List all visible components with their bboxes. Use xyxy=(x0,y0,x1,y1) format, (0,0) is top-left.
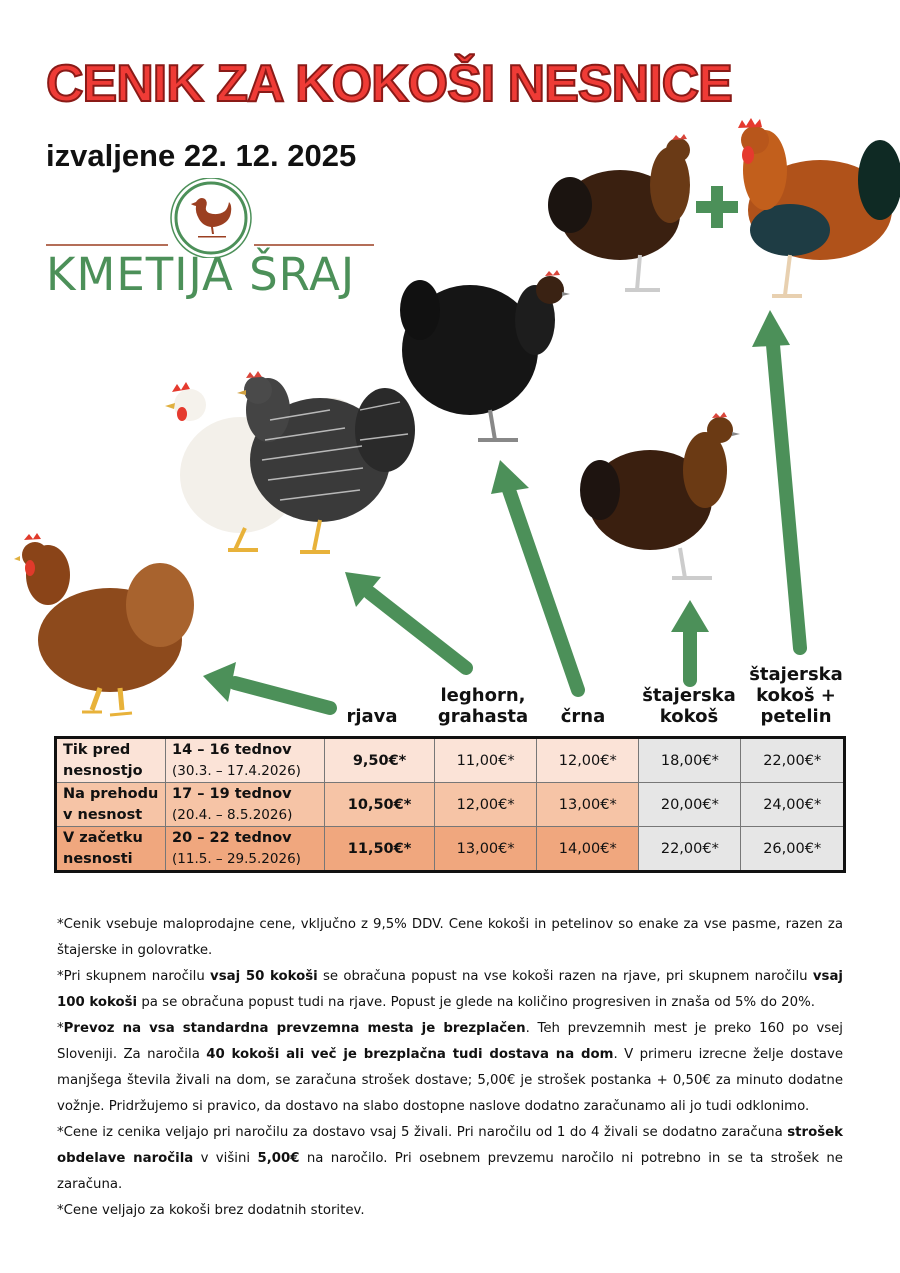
black-hen-image xyxy=(400,270,570,440)
footnotes xyxy=(57,912,843,1224)
price-cell: 9,50€* xyxy=(325,738,435,783)
note-text: v višini xyxy=(193,1151,258,1166)
note-bold: strošek obdelave naročila xyxy=(57,1125,843,1166)
price-cell: 20,00€* xyxy=(639,783,741,827)
weeks-text: 14 – 16 tednov xyxy=(172,741,292,758)
table-row xyxy=(56,783,845,827)
note-services: *Cene veljajo za kokoši brez dodatnih storitev. xyxy=(57,1203,365,1218)
arrow-rjava-icon xyxy=(203,662,330,708)
price-cell: 24,00€* xyxy=(741,783,845,827)
weeks-cell xyxy=(166,738,325,783)
note-text: na naročilo. Pri osebnem prevzemu naročilo ni potrebno in se ta strošek ne zaračuna. xyxy=(57,1151,843,1192)
price-cell: 12,00€* xyxy=(537,738,639,783)
dates-text: (30.3. – 17.4.2026) xyxy=(172,762,301,779)
weeks-cell xyxy=(166,827,325,872)
breed-label: črna xyxy=(560,706,606,727)
breed-label-line: štajerska xyxy=(642,685,736,706)
price-cell: 13,00€* xyxy=(435,827,537,872)
note-bold: Prevoz na vsa standardna prevzemna mesta je brezplačen xyxy=(63,1021,526,1036)
price-cell: 18,00€* xyxy=(639,738,741,783)
arrow-stajerska-icon xyxy=(671,600,709,680)
table-row xyxy=(56,827,845,872)
stage-cell xyxy=(56,783,166,827)
breed-label-line: leghorn, xyxy=(440,685,526,706)
stage-line: nesnostjo xyxy=(63,762,143,779)
price-cell: 11,50€* xyxy=(325,827,435,872)
breed-header-rjava xyxy=(340,706,404,727)
plus-icon xyxy=(696,186,738,228)
stage-line: Tik pred xyxy=(63,741,131,758)
price-cell: 13,00€* xyxy=(537,783,639,827)
stage-line: V začetku xyxy=(63,829,143,846)
note-minimum-order xyxy=(57,1120,843,1198)
dates-text: (20.4. – 8.5.2026) xyxy=(172,806,293,823)
note-bold: 40 kokoši ali več je brezplačna tudi dostava na dom xyxy=(206,1047,614,1062)
weeks-text: 20 – 22 tednov xyxy=(172,829,292,846)
note-text: . Teh prevzemnih mest je preko 160 po vsej Sloveniji. Za naročila xyxy=(57,1021,843,1062)
breed-header-stajerska xyxy=(636,685,742,727)
note-text: . V primeru izrecne želje dostave manjšega števila živali na dom, se zaračuna strošek dostave; 5,00€ je strošek postanka + 0,50€ za minuto dodatne vožnje. Pridržujemo si pravico, da dostavo na slabo dostopne naslove dodatno zaračunamo ali jo tudi odklonimo. xyxy=(57,1047,844,1114)
styrian-hen-top-image xyxy=(548,134,690,290)
price-table xyxy=(54,736,846,873)
stage-line: nesnosti xyxy=(63,850,133,867)
arrow-stajerska-petelin-icon xyxy=(752,310,800,648)
breed-header-crna xyxy=(548,706,618,727)
note-bold: vsaj 50 kokoši xyxy=(210,969,318,984)
note-bold: vsaj 100 kokoši xyxy=(57,969,843,1010)
page-title: CENIK ZA KOKOŠI NESNICE xyxy=(46,55,732,113)
weeks-cell xyxy=(166,783,325,827)
hatch-date-subtitle: izvaljene 22. 12. 2025 xyxy=(46,138,357,173)
note-text: * xyxy=(57,1021,64,1036)
price-cell: 22,00€* xyxy=(639,827,741,872)
breed-label-line: štajerska xyxy=(749,664,843,685)
note-text: *Cene iz cenika veljajo pri naročilu za dostavo vsaj 5 živali. Pri naročilu od 1 do 4 živali se dodatno zaračuna xyxy=(57,1125,788,1140)
breed-header-leghorn xyxy=(428,685,538,727)
breed-label: rjava xyxy=(346,706,398,727)
breed-label-line: kokoš xyxy=(659,706,719,727)
note-discount xyxy=(57,964,843,1016)
dates-text: (11.5. – 29.5.2026) xyxy=(172,850,301,867)
note-bold: 5,00€ xyxy=(257,1151,300,1166)
price-cell: 10,50€* xyxy=(325,783,435,827)
table-row xyxy=(56,738,845,783)
note-vat: *Cenik vsebuje maloprodajne cene, vključno z 9,5% DDV. Cene kokoši in petelinov so enake za vse pasme, razen za štajerske in golovratke. xyxy=(57,917,843,958)
weeks-text: 17 – 19 tednov xyxy=(172,785,292,802)
price-cell: 12,00€* xyxy=(435,783,537,827)
note-text: se obračuna popust na vse kokoši razen na rjave, pri skupnem naročilu xyxy=(317,969,813,984)
breed-header-stajerska-petelin xyxy=(744,664,848,727)
breed-label-line: kokoš + xyxy=(756,685,836,706)
note-transport xyxy=(57,1016,843,1120)
note-text: *Pri skupnem naročilu xyxy=(57,969,211,984)
arrow-leghorn-icon xyxy=(345,572,466,668)
stage-cell xyxy=(56,738,166,783)
stage-line: v nesnost xyxy=(63,806,143,823)
arrow-crna-icon xyxy=(491,460,578,690)
breed-label-line: grahasta xyxy=(437,706,529,727)
breed-label-line: petelin xyxy=(760,706,832,727)
price-cell: 14,00€* xyxy=(537,827,639,872)
logo-text: KMETIJA ŠRAJ xyxy=(46,248,356,301)
price-cell: 11,00€* xyxy=(435,738,537,783)
rooster-image xyxy=(738,118,900,296)
price-cell: 22,00€* xyxy=(741,738,845,783)
price-cell: 26,00€* xyxy=(741,827,845,872)
note-text: pa se obračuna popust tudi na rjave. Popust je glede na količino progresiven in znaša od 5% do 20%. xyxy=(137,995,815,1010)
stage-line: Na prehodu xyxy=(63,785,159,802)
stage-cell xyxy=(56,827,166,872)
brown-hen-image xyxy=(14,533,194,715)
styrian-hen-image xyxy=(580,412,740,578)
